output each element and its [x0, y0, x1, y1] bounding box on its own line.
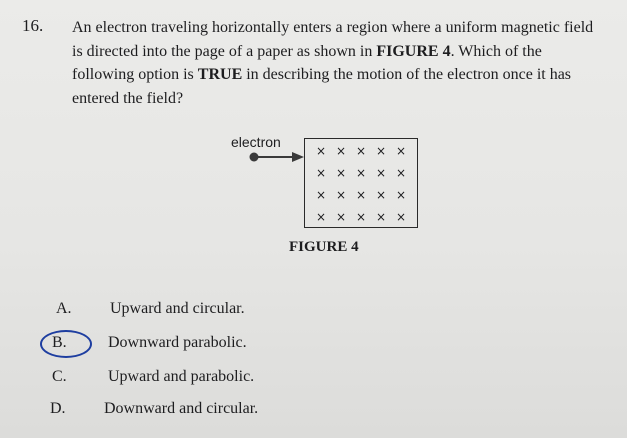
velocity-arrowhead — [292, 152, 304, 162]
field-into-page-symbol: × — [335, 144, 347, 158]
field-into-page-symbol: × — [395, 144, 407, 158]
field-into-page-symbol: × — [355, 166, 367, 180]
field-into-page-symbol: × — [315, 188, 327, 202]
option-text: Upward and parabolic. — [108, 368, 255, 385]
field-row — [305, 207, 417, 227]
field-into-page-symbol: × — [375, 210, 387, 224]
field-into-page-symbol: × — [335, 210, 347, 224]
question-text — [72, 16, 610, 110]
magnetic-field-region — [304, 138, 418, 228]
question-line-4: entered the field? — [72, 89, 184, 107]
field-into-page-symbol: × — [355, 210, 367, 224]
question-line-1: An electron traveling horizontally enters a region where a uniform magnetic field — [72, 19, 594, 36]
field-into-page-symbol: × — [335, 166, 347, 180]
option-text: Downward parabolic. — [108, 334, 247, 351]
figure-reference: FIGURE 4 — [376, 42, 451, 60]
field-row — [305, 185, 417, 205]
field-into-page-symbol: × — [315, 144, 327, 158]
option-label: A. — [56, 300, 72, 317]
field-into-page-symbol: × — [375, 166, 387, 180]
figure-caption: FIGURE 4 — [289, 239, 359, 255]
field-into-page-symbol: × — [335, 188, 347, 202]
option-text: Upward and circular. — [110, 300, 245, 317]
field-into-page-symbol: × — [355, 188, 367, 202]
option-label: D. — [50, 400, 66, 417]
option-label: C. — [52, 368, 67, 385]
question-line-3: following option is TRUE in describing the motion of the electron once it has — [72, 66, 572, 83]
field-into-page-symbol: × — [395, 210, 407, 224]
field-into-page-symbol: × — [395, 188, 407, 202]
field-row — [305, 141, 417, 161]
field-row — [305, 163, 417, 183]
field-into-page-symbol: × — [375, 188, 387, 202]
true-emphasis: TRUE — [197, 66, 243, 83]
field-into-page-symbol: × — [355, 144, 367, 158]
field-into-page-symbol: × — [315, 210, 327, 224]
field-into-page-symbol: × — [395, 166, 407, 180]
question-line-2: is directed into the page of a paper as shown in FIGURE 4. Which of the — [72, 42, 542, 60]
option-text: Downward and circular. — [104, 400, 259, 417]
electron-label: electron — [231, 134, 281, 150]
field-into-page-symbol: × — [375, 144, 387, 158]
option-label: B. — [52, 334, 67, 351]
question-number: 16. — [22, 16, 44, 35]
field-into-page-symbol: × — [315, 166, 327, 180]
